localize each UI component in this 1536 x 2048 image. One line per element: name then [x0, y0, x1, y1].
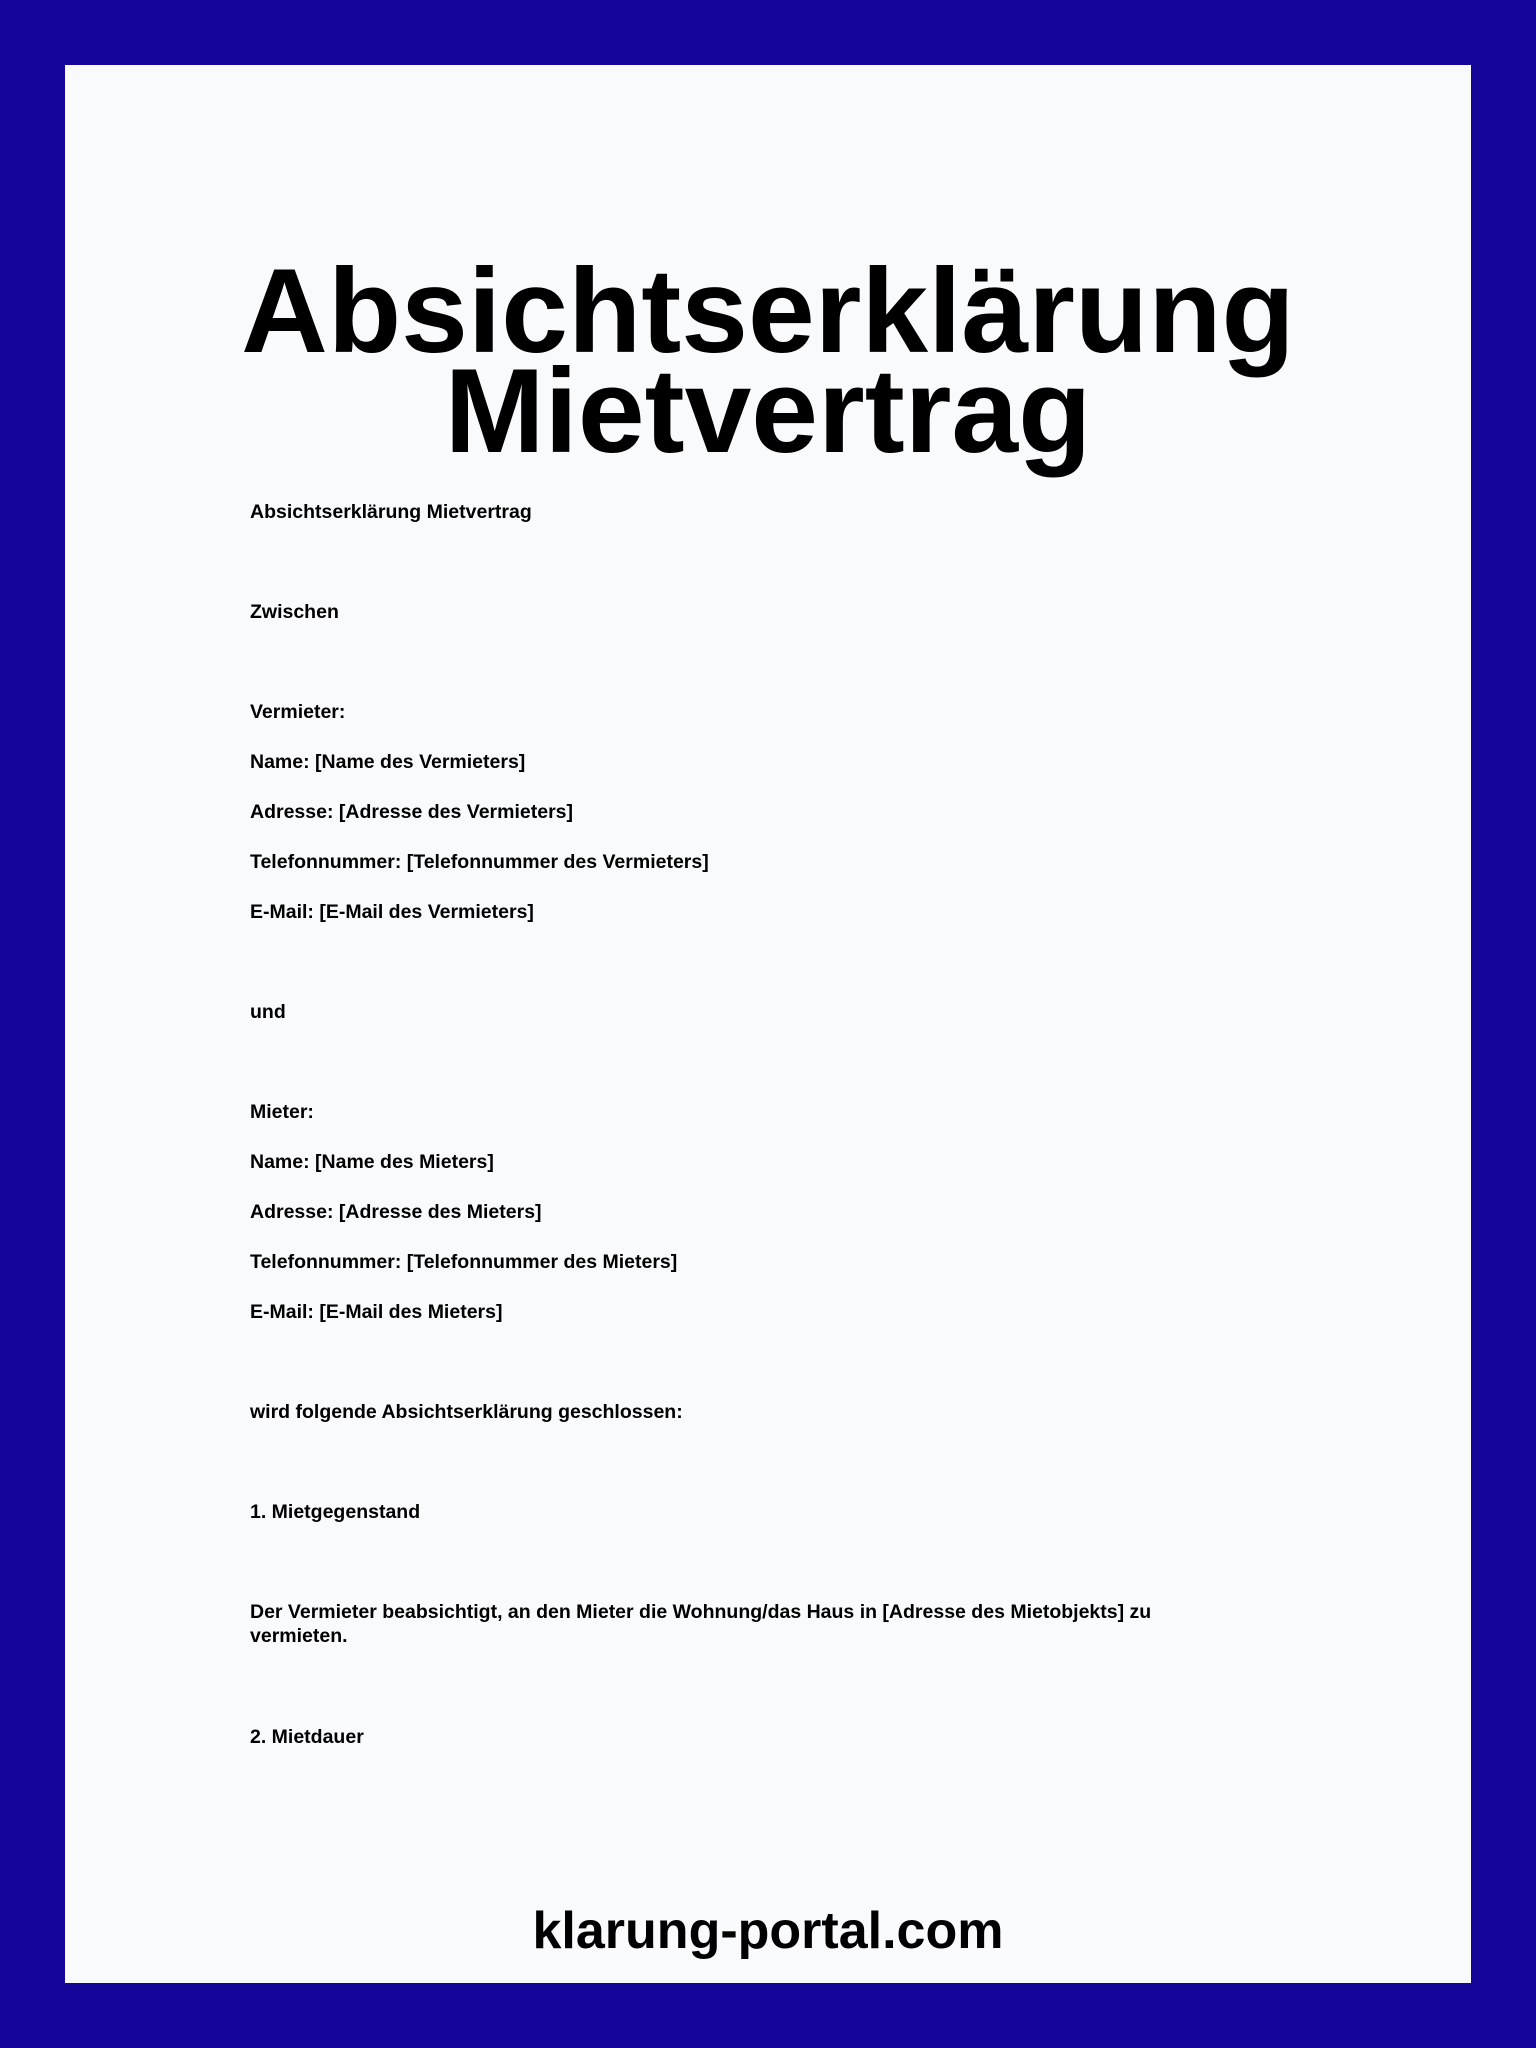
- landlord-name: Name: [Name des Vermieters]: [250, 751, 526, 773]
- landlord-label: Vermieter:: [250, 701, 346, 723]
- tenant-label: Mieter:: [250, 1101, 314, 1123]
- between-label: Zwischen: [250, 601, 339, 623]
- agreement-intro: wird folgende Absichtserklärung geschlossen:: [250, 1401, 683, 1423]
- landlord-phone: Telefonnummer: [Telefonnummer des Vermieters]: [250, 851, 709, 873]
- document-page: [65, 65, 1471, 1983]
- title-line-2: Mietvertrag: [444, 344, 1092, 478]
- landlord-address: Adresse: [Adresse des Vermieters]: [250, 801, 573, 823]
- and-label: und: [250, 1001, 286, 1023]
- section-2-title: 2. Mietdauer: [250, 1726, 364, 1748]
- landlord-email: E-Mail: [E-Mail des Vermieters]: [250, 901, 534, 923]
- document-title: [65, 244, 1471, 478]
- document-heading: Absichtserklärung Mietvertrag: [250, 501, 532, 523]
- tenant-name: Name: [Name des Mieters]: [250, 1151, 494, 1173]
- title-line-1: Absichtserklärung: [241, 244, 1295, 378]
- tenant-address: Adresse: [Adresse des Mieters]: [250, 1201, 542, 1223]
- footer-website: klarung-portal.com: [532, 1902, 1004, 1960]
- section-1-text: Der Vermieter beabsichtigt, an den Mieter die Wohnung/das Haus in [Adresse des Mietobjekts] zu vermieten.: [250, 1601, 1152, 1647]
- section-1-title: 1. Mietgegenstand: [250, 1501, 421, 1523]
- tenant-phone: Telefonnummer: [Telefonnummer des Mieters]: [250, 1251, 678, 1273]
- tenant-email: E-Mail: [E-Mail des Mieters]: [250, 1301, 503, 1323]
